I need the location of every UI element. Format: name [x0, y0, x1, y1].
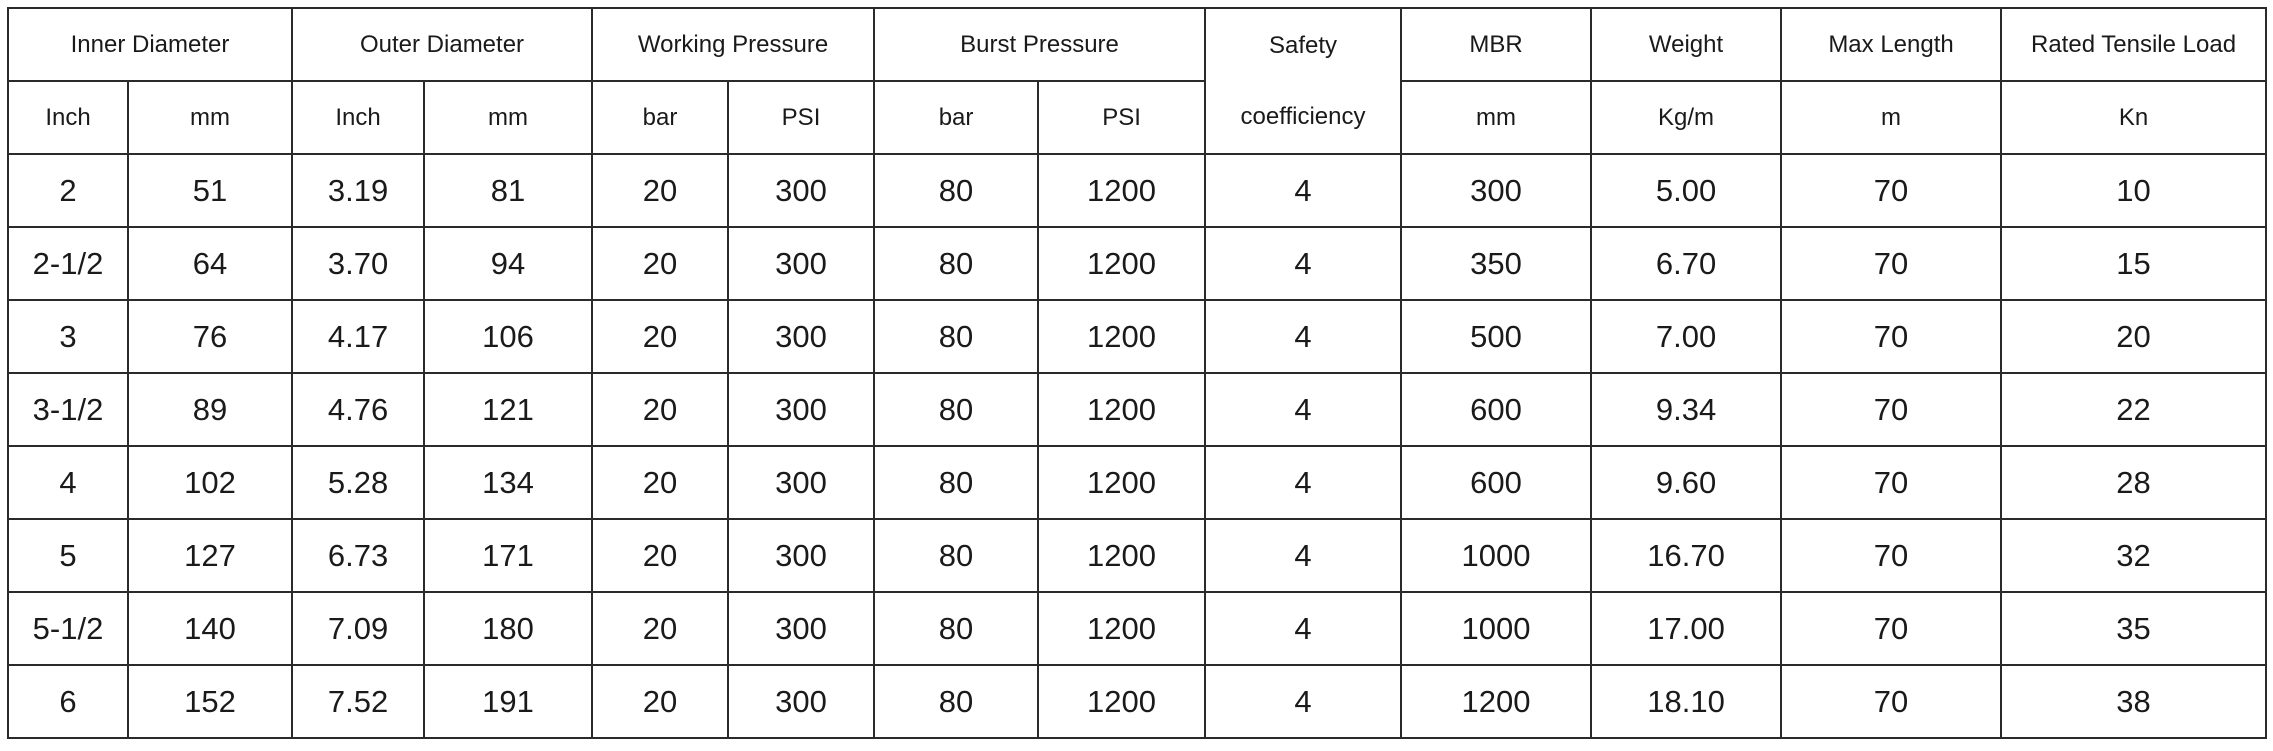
- unit-wp-psi: PSI: [728, 81, 874, 154]
- table-row: [8, 592, 2266, 665]
- cell-bp-psi: 1200: [1038, 592, 1205, 665]
- unit-length: m: [1781, 81, 2001, 154]
- cell-bp-bar: 80: [874, 154, 1038, 227]
- cell-safety: 4: [1205, 592, 1401, 665]
- cell-bp-bar: 80: [874, 300, 1038, 373]
- cell-wp-bar: 20: [592, 446, 728, 519]
- cell-inner-mm: 127: [128, 519, 292, 592]
- cell-inner-inch: 5-1/2: [8, 592, 128, 665]
- cell-inner-mm: 102: [128, 446, 292, 519]
- cell-tensile-load: 32: [2001, 519, 2266, 592]
- cell-tensile-load: 20: [2001, 300, 2266, 373]
- cell-wp-psi: 300: [728, 665, 874, 738]
- unit-wp-bar: bar: [592, 81, 728, 154]
- cell-outer-inch: 3.19: [292, 154, 424, 227]
- cell-safety: 4: [1205, 373, 1401, 446]
- cell-outer-inch: 4.17: [292, 300, 424, 373]
- cell-wp-bar: 20: [592, 665, 728, 738]
- table-row: [8, 519, 2266, 592]
- header-inner-diameter: Inner Diameter: [8, 8, 292, 81]
- cell-bp-bar: 80: [874, 519, 1038, 592]
- cell-safety: 4: [1205, 227, 1401, 300]
- cell-mbr: 350: [1401, 227, 1591, 300]
- unit-od-inch: Inch: [292, 81, 424, 154]
- cell-tensile-load: 28: [2001, 446, 2266, 519]
- header-safety-line2: coefficiency: [1240, 103, 1366, 130]
- unit-load: Kn: [2001, 81, 2266, 154]
- cell-max-length: 70: [1781, 300, 2001, 373]
- cell-tensile-load: 35: [2001, 592, 2266, 665]
- cell-max-length: 70: [1781, 519, 2001, 592]
- cell-wp-psi: 300: [728, 300, 874, 373]
- cell-mbr: 600: [1401, 373, 1591, 446]
- cell-weight: 17.00: [1591, 592, 1781, 665]
- table-row: [8, 373, 2266, 446]
- table-row: [8, 154, 2266, 227]
- cell-inner-mm: 64: [128, 227, 292, 300]
- cell-outer-inch: 6.73: [292, 519, 424, 592]
- header-safety-coefficiency: [1205, 8, 1401, 154]
- cell-outer-inch: 7.09: [292, 592, 424, 665]
- cell-mbr: 300: [1401, 154, 1591, 227]
- table-row: [8, 665, 2266, 738]
- cell-outer-inch: 7.52: [292, 665, 424, 738]
- cell-wp-psi: 300: [728, 592, 874, 665]
- cell-inner-inch: 5: [8, 519, 128, 592]
- cell-wp-psi: 300: [728, 154, 874, 227]
- table-row: [8, 446, 2266, 519]
- cell-inner-mm: 89: [128, 373, 292, 446]
- cell-safety: 4: [1205, 446, 1401, 519]
- cell-bp-psi: 1200: [1038, 300, 1205, 373]
- cell-weight: 16.70: [1591, 519, 1781, 592]
- cell-mbr: 1200: [1401, 665, 1591, 738]
- cell-tensile-load: 10: [2001, 154, 2266, 227]
- cell-inner-inch: 6: [8, 665, 128, 738]
- cell-bp-bar: 80: [874, 592, 1038, 665]
- cell-weight: 5.00: [1591, 154, 1781, 227]
- cell-mbr: 1000: [1401, 519, 1591, 592]
- table-row: [8, 300, 2266, 373]
- cell-bp-bar: 80: [874, 373, 1038, 446]
- cell-wp-psi: 300: [728, 519, 874, 592]
- cell-weight: 7.00: [1591, 300, 1781, 373]
- header-burst-pressure: Burst Pressure: [874, 8, 1205, 81]
- cell-weight: 9.34: [1591, 373, 1781, 446]
- cell-tensile-load: 15: [2001, 227, 2266, 300]
- cell-inner-inch: 2-1/2: [8, 227, 128, 300]
- hose-spec-sheet: [7, 7, 2267, 739]
- header-row-units: [8, 81, 2266, 154]
- cell-bp-psi: 1200: [1038, 154, 1205, 227]
- unit-weight: Kg/m: [1591, 81, 1781, 154]
- cell-bp-bar: 80: [874, 665, 1038, 738]
- cell-max-length: 70: [1781, 446, 2001, 519]
- cell-outer-mm: 94: [424, 227, 592, 300]
- cell-inner-mm: 51: [128, 154, 292, 227]
- header-weight: Weight: [1591, 8, 1781, 81]
- cell-max-length: 70: [1781, 154, 2001, 227]
- cell-bp-psi: 1200: [1038, 446, 1205, 519]
- cell-inner-mm: 140: [128, 592, 292, 665]
- cell-tensile-load: 22: [2001, 373, 2266, 446]
- cell-weight: 9.60: [1591, 446, 1781, 519]
- cell-outer-inch: 4.76: [292, 373, 424, 446]
- cell-bp-psi: 1200: [1038, 665, 1205, 738]
- cell-weight: 6.70: [1591, 227, 1781, 300]
- header-mbr: MBR: [1401, 8, 1591, 81]
- cell-wp-bar: 20: [592, 227, 728, 300]
- cell-max-length: 70: [1781, 592, 2001, 665]
- cell-inner-inch: 3-1/2: [8, 373, 128, 446]
- unit-bp-bar: bar: [874, 81, 1038, 154]
- cell-wp-bar: 20: [592, 519, 728, 592]
- unit-mbr: mm: [1401, 81, 1591, 154]
- table-row: [8, 227, 2266, 300]
- cell-outer-mm: 81: [424, 154, 592, 227]
- cell-inner-mm: 152: [128, 665, 292, 738]
- cell-max-length: 70: [1781, 373, 2001, 446]
- header-row-main: [8, 8, 2266, 81]
- header-rated-tensile-load: Rated Tensile Load: [2001, 8, 2266, 81]
- cell-wp-psi: 300: [728, 446, 874, 519]
- cell-outer-mm: 171: [424, 519, 592, 592]
- cell-outer-mm: 134: [424, 446, 592, 519]
- cell-bp-bar: 80: [874, 446, 1038, 519]
- cell-outer-mm: 121: [424, 373, 592, 446]
- spec-table: [7, 7, 2267, 739]
- unit-id-mm: mm: [128, 81, 292, 154]
- cell-max-length: 70: [1781, 227, 2001, 300]
- cell-inner-mm: 76: [128, 300, 292, 373]
- cell-bp-psi: 1200: [1038, 373, 1205, 446]
- cell-wp-bar: 20: [592, 154, 728, 227]
- cell-outer-inch: 5.28: [292, 446, 424, 519]
- cell-safety: 4: [1205, 665, 1401, 738]
- cell-safety: 4: [1205, 300, 1401, 373]
- cell-inner-inch: 2: [8, 154, 128, 227]
- cell-outer-mm: 106: [424, 300, 592, 373]
- cell-safety: 4: [1205, 154, 1401, 227]
- cell-tensile-load: 38: [2001, 665, 2266, 738]
- cell-outer-mm: 191: [424, 665, 592, 738]
- cell-bp-psi: 1200: [1038, 519, 1205, 592]
- header-outer-diameter: Outer Diameter: [292, 8, 592, 81]
- cell-max-length: 70: [1781, 665, 2001, 738]
- header-working-pressure: Working Pressure: [592, 8, 874, 81]
- cell-wp-psi: 300: [728, 373, 874, 446]
- unit-od-mm: mm: [424, 81, 592, 154]
- cell-outer-mm: 180: [424, 592, 592, 665]
- cell-outer-inch: 3.70: [292, 227, 424, 300]
- cell-mbr: 600: [1401, 446, 1591, 519]
- cell-mbr: 500: [1401, 300, 1591, 373]
- cell-bp-psi: 1200: [1038, 227, 1205, 300]
- cell-bp-bar: 80: [874, 227, 1038, 300]
- cell-inner-inch: 3: [8, 300, 128, 373]
- cell-inner-inch: 4: [8, 446, 128, 519]
- unit-bp-psi: PSI: [1038, 81, 1205, 154]
- cell-weight: 18.10: [1591, 665, 1781, 738]
- cell-wp-bar: 20: [592, 373, 728, 446]
- header-safety-line1: Safety: [1269, 32, 1338, 59]
- cell-wp-bar: 20: [592, 592, 728, 665]
- cell-mbr: 1000: [1401, 592, 1591, 665]
- cell-wp-psi: 300: [728, 227, 874, 300]
- cell-safety: 4: [1205, 519, 1401, 592]
- header-max-length: Max Length: [1781, 8, 2001, 81]
- unit-id-inch: Inch: [8, 81, 128, 154]
- cell-wp-bar: 20: [592, 300, 728, 373]
